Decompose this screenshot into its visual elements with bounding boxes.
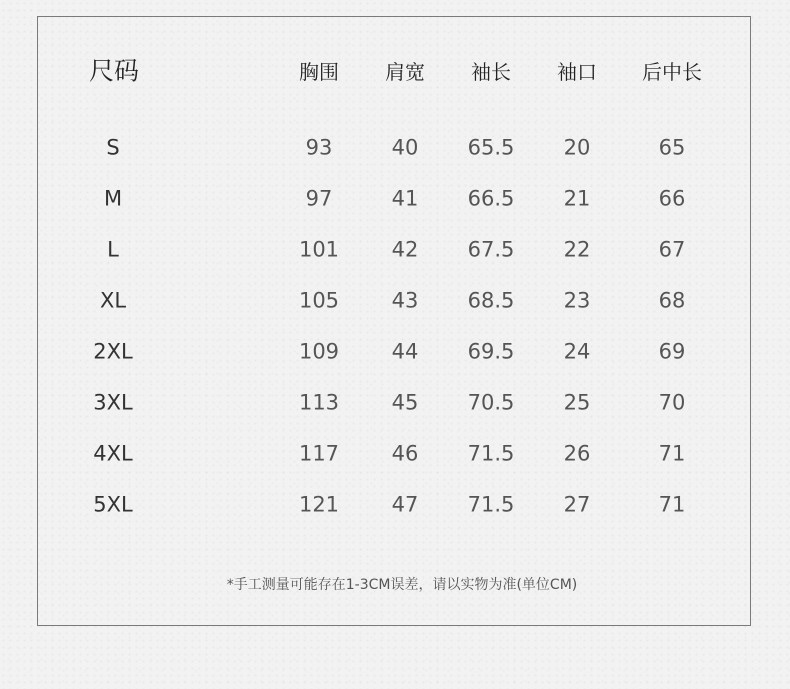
back-length-value: 66 <box>658 186 686 211</box>
cuff-value: 26 <box>563 441 591 466</box>
header-chest: 胸围 <box>299 60 339 84</box>
row-size: 4XL <box>93 441 133 466</box>
chest-value: 117 <box>298 441 340 466</box>
row-size: L <box>107 237 119 262</box>
back-length-value: 67 <box>658 237 686 262</box>
sleeve-length-value: 71.5 <box>467 441 515 466</box>
shoulder-value: 41 <box>391 186 419 211</box>
header-shoulder: 肩宽 <box>385 60 425 84</box>
back-length-value: 71 <box>658 441 686 466</box>
header-cuff: 袖口 <box>557 60 597 84</box>
sleeve-length-value: 65.5 <box>467 135 515 160</box>
shoulder-value: 44 <box>391 339 419 364</box>
back-length-value: 71 <box>658 492 686 517</box>
header-back-length: 后中长 <box>642 60 702 84</box>
back-length-value: 65 <box>658 135 686 160</box>
sleeve-length-value: 69.5 <box>467 339 515 364</box>
size-chart-frame <box>37 16 751 626</box>
cuff-value: 23 <box>563 288 591 313</box>
chest-value: 109 <box>298 339 340 364</box>
header-sleeve-length: 袖长 <box>471 60 511 84</box>
chest-value: 101 <box>298 237 340 262</box>
chest-value: 93 <box>305 135 333 160</box>
shoulder-value: 45 <box>391 390 419 415</box>
chest-value: 113 <box>298 390 340 415</box>
chest-value: 97 <box>305 186 333 211</box>
back-length-value: 69 <box>658 339 686 364</box>
back-length-value: 68 <box>658 288 686 313</box>
size-column-header: 尺码 <box>89 56 140 86</box>
cuff-value: 21 <box>563 186 591 211</box>
sleeve-length-value: 70.5 <box>467 390 515 415</box>
chest-value: 105 <box>298 288 340 313</box>
sleeve-length-value: 66.5 <box>467 186 515 211</box>
shoulder-value: 43 <box>391 288 419 313</box>
back-length-value: 70 <box>658 390 686 415</box>
sleeve-length-value: 71.5 <box>467 492 515 517</box>
cuff-value: 27 <box>563 492 591 517</box>
shoulder-value: 40 <box>391 135 419 160</box>
cuff-value: 25 <box>563 390 591 415</box>
row-size: M <box>103 186 123 211</box>
measurement-note: *手工测量可能存在1-3CM误差，请以实物为准(单位CM) <box>226 577 578 593</box>
cuff-value: 22 <box>563 237 591 262</box>
sleeve-length-value: 68.5 <box>467 288 515 313</box>
shoulder-value: 42 <box>391 237 419 262</box>
chest-value: 121 <box>298 492 340 517</box>
row-size: 5XL <box>93 492 133 517</box>
shoulder-value: 46 <box>391 441 419 466</box>
sleeve-length-value: 67.5 <box>467 237 515 262</box>
row-size: 3XL <box>93 390 133 415</box>
shoulder-value: 47 <box>391 492 419 517</box>
cuff-value: 24 <box>563 339 591 364</box>
row-size: XL <box>99 288 127 313</box>
row-size: S <box>106 135 120 160</box>
row-size: 2XL <box>93 339 133 364</box>
cuff-value: 20 <box>563 135 591 160</box>
